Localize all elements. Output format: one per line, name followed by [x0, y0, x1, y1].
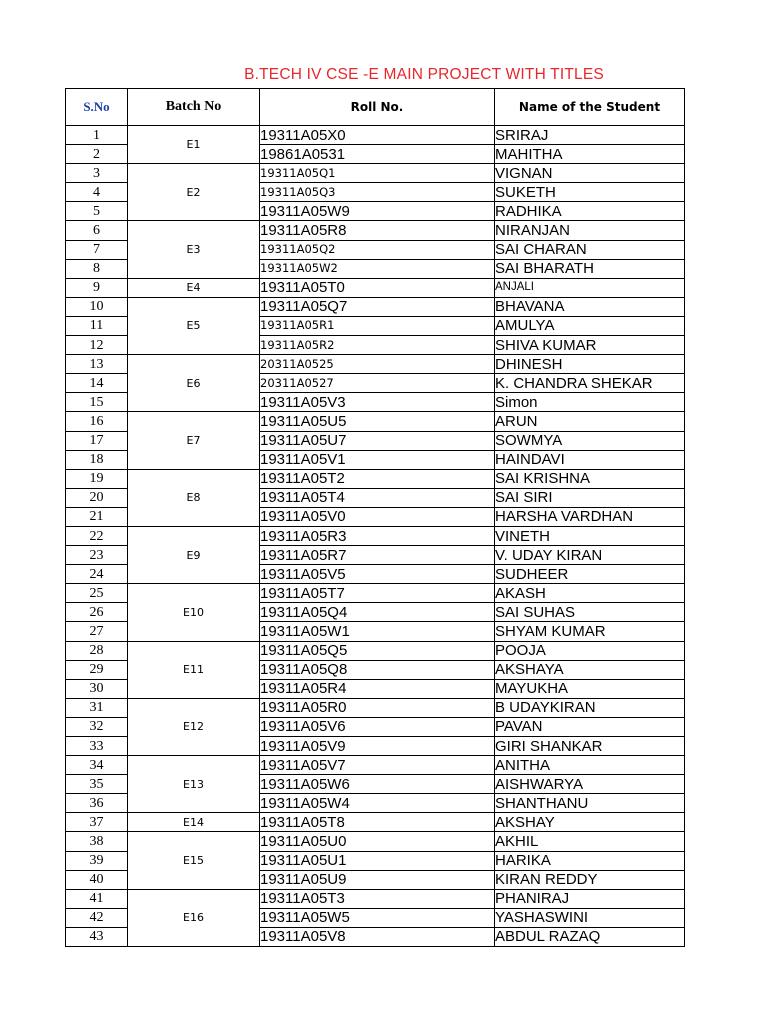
roll-number-cell: 19311A05R7	[260, 546, 495, 565]
roll-number-cell: 19311A05Q5	[260, 641, 495, 660]
roll-number-cell: 19311A05T0	[260, 278, 495, 297]
sno-cell: 24	[66, 565, 128, 584]
sno-cell: 18	[66, 450, 128, 469]
sno-cell: 25	[66, 584, 128, 603]
roll-number-cell: 19311A05Q8	[260, 660, 495, 679]
roll-number-cell: 19311A05U7	[260, 431, 495, 450]
roll-number-cell: 19311A05T7	[260, 584, 495, 603]
sno-cell: 14	[66, 374, 128, 393]
sno-cell: 33	[66, 737, 128, 756]
batch-cell: E4	[128, 278, 260, 297]
student-name-cell: AMULYA	[495, 316, 685, 335]
batch-cell: E5	[128, 297, 260, 354]
sno-cell: 16	[66, 412, 128, 431]
table-row	[66, 126, 685, 145]
sno-cell: 8	[66, 259, 128, 278]
table-row	[66, 813, 685, 832]
sno-cell: 28	[66, 641, 128, 660]
student-name-cell: SAI KRISHNA	[495, 469, 685, 488]
batch-cell: E12	[128, 698, 260, 755]
student-table	[65, 88, 685, 947]
batch-cell: E7	[128, 412, 260, 469]
student-name-cell: SUDHEER	[495, 565, 685, 584]
sno-cell: 42	[66, 908, 128, 927]
roll-number-cell: 19311A05R4	[260, 679, 495, 698]
roll-number-cell: 19311A05T8	[260, 813, 495, 832]
table-row	[66, 278, 685, 297]
student-name-cell: SHANTHANU	[495, 794, 685, 813]
roll-number-cell: 19311A05W1	[260, 622, 495, 641]
batch-cell: E13	[128, 756, 260, 813]
table-row	[66, 221, 685, 240]
sno-cell: 12	[66, 336, 128, 355]
roll-number-cell: 19311A05Q1	[260, 164, 495, 183]
sno-cell: 30	[66, 679, 128, 698]
sno-cell: 37	[66, 813, 128, 832]
student-name-cell: AKASH	[495, 584, 685, 603]
batch-cell: E1	[128, 126, 260, 164]
roll-number-cell: 19311A05W6	[260, 775, 495, 794]
student-name-cell: SUKETH	[495, 183, 685, 202]
roll-number-cell: 19311A05R2	[260, 336, 495, 355]
student-name-cell: SHIVA KUMAR	[495, 336, 685, 355]
batch-cell: E3	[128, 221, 260, 278]
sno-cell: 22	[66, 526, 128, 545]
table-header	[66, 89, 685, 126]
student-name-cell: ANJALI	[495, 278, 685, 297]
roll-number-cell: 19311A05W5	[260, 908, 495, 927]
sno-cell: 19	[66, 469, 128, 488]
roll-number-cell: 19311A05U0	[260, 832, 495, 851]
student-name-cell: ANITHA	[495, 756, 685, 775]
table-body	[66, 126, 685, 947]
batch-cell: E2	[128, 164, 260, 221]
table-row	[66, 641, 685, 660]
student-name-cell: NIRANJAN	[495, 221, 685, 240]
student-name-cell: SOWMYA	[495, 431, 685, 450]
sno-cell: 39	[66, 851, 128, 870]
roll-number-cell: 19311A05R0	[260, 698, 495, 717]
roll-number-cell: 19311A05X0	[260, 126, 495, 145]
sno-cell: 29	[66, 660, 128, 679]
roll-number-cell: 19311A05U5	[260, 412, 495, 431]
student-name-cell: HAINDAVI	[495, 450, 685, 469]
student-name-cell: AKSHAY	[495, 813, 685, 832]
roll-number-cell: 19861A0531	[260, 145, 495, 164]
student-name-cell: GIRI SHANKAR	[495, 737, 685, 756]
sno-cell: 26	[66, 603, 128, 622]
sno-cell: 32	[66, 717, 128, 736]
student-name-cell: VINETH	[495, 526, 685, 545]
student-name-cell: V. UDAY KIRAN	[495, 546, 685, 565]
header-roll: Roll No.	[260, 89, 495, 126]
roll-number-cell: 19311A05V5	[260, 565, 495, 584]
student-name-cell: BHAVANA	[495, 297, 685, 316]
roll-number-cell: 19311A05R8	[260, 221, 495, 240]
student-name-cell: SAI SIRI	[495, 488, 685, 507]
batch-cell: E6	[128, 355, 260, 412]
roll-number-cell: 20311A0525	[260, 355, 495, 374]
batch-cell: E16	[128, 889, 260, 946]
sno-cell: 17	[66, 431, 128, 450]
student-name-cell: ARUN	[495, 412, 685, 431]
student-name-cell: HARIKA	[495, 851, 685, 870]
roll-number-cell: 19311A05U1	[260, 851, 495, 870]
roll-number-cell: 19311A05V1	[260, 450, 495, 469]
student-name-cell: KIRAN REDDY	[495, 870, 685, 889]
student-name-cell: POOJA	[495, 641, 685, 660]
sno-cell: 7	[66, 240, 128, 259]
roll-number-cell: 19311A05W9	[260, 202, 495, 221]
student-name-cell: RADHIKA	[495, 202, 685, 221]
sno-cell: 11	[66, 316, 128, 335]
roll-number-cell: 19311A05Q7	[260, 297, 495, 316]
roll-number-cell: 19311A05V8	[260, 927, 495, 946]
table-row	[66, 469, 685, 488]
table-row	[66, 698, 685, 717]
roll-number-cell: 19311A05T3	[260, 889, 495, 908]
roll-number-cell: 19311A05R1	[260, 316, 495, 335]
sno-cell: 41	[66, 889, 128, 908]
batch-cell: E8	[128, 469, 260, 526]
roll-number-cell: 19311A05V9	[260, 737, 495, 756]
sno-cell: 21	[66, 507, 128, 526]
sno-cell: 13	[66, 355, 128, 374]
student-name-cell: MAHITHA	[495, 145, 685, 164]
roll-number-cell: 19311A05V6	[260, 717, 495, 736]
batch-cell: E11	[128, 641, 260, 698]
document-title: B.TECH IV CSE -E MAIN PROJECT WITH TITLES	[244, 66, 604, 83]
student-name-cell: AISHWARYA	[495, 775, 685, 794]
table-row	[66, 584, 685, 603]
roll-number-cell: 19311A05Q2	[260, 240, 495, 259]
table-row	[66, 297, 685, 316]
header-sno: S.No	[66, 89, 128, 126]
sno-cell: 31	[66, 698, 128, 717]
sno-cell: 10	[66, 297, 128, 316]
table-row	[66, 832, 685, 851]
sno-cell: 35	[66, 775, 128, 794]
student-name-cell: MAYUKHA	[495, 679, 685, 698]
student-name-cell: PAVAN	[495, 717, 685, 736]
sno-cell: 38	[66, 832, 128, 851]
table-row	[66, 412, 685, 431]
sno-cell: 4	[66, 183, 128, 202]
student-name-cell: SRIRAJ	[495, 126, 685, 145]
student-name-cell: Simon	[495, 393, 685, 412]
table-row	[66, 355, 685, 374]
student-name-cell: SAI CHARAN	[495, 240, 685, 259]
table-row	[66, 756, 685, 775]
table-row	[66, 889, 685, 908]
sno-cell: 15	[66, 393, 128, 412]
student-name-cell: YASHASWINI	[495, 908, 685, 927]
batch-cell: E15	[128, 832, 260, 889]
sno-cell: 1	[66, 126, 128, 145]
sno-cell: 3	[66, 164, 128, 183]
student-name-cell: HARSHA VARDHAN	[495, 507, 685, 526]
student-name-cell: SAI SUHAS	[495, 603, 685, 622]
sno-cell: 23	[66, 546, 128, 565]
student-name-cell: SAI BHARATH	[495, 259, 685, 278]
sno-cell: 9	[66, 278, 128, 297]
sno-cell: 5	[66, 202, 128, 221]
roll-number-cell: 19311A05Q3	[260, 183, 495, 202]
student-name-cell: ABDUL RAZAQ	[495, 927, 685, 946]
sno-cell: 20	[66, 488, 128, 507]
roll-number-cell: 19311A05R3	[260, 526, 495, 545]
roll-number-cell: 19311A05Q4	[260, 603, 495, 622]
batch-cell: E9	[128, 526, 260, 583]
roll-number-cell: 19311A05W2	[260, 259, 495, 278]
header-row	[66, 89, 685, 126]
sno-cell: 34	[66, 756, 128, 775]
roll-number-cell: 19311A05U9	[260, 870, 495, 889]
student-name-cell: SHYAM KUMAR	[495, 622, 685, 641]
sno-cell: 43	[66, 927, 128, 946]
sno-cell: 36	[66, 794, 128, 813]
roll-number-cell: 19311A05T4	[260, 488, 495, 507]
roll-number-cell: 19311A05V7	[260, 756, 495, 775]
student-name-cell: PHANIRAJ	[495, 889, 685, 908]
student-name-cell: VIGNAN	[495, 164, 685, 183]
table-row	[66, 526, 685, 545]
sno-cell: 2	[66, 145, 128, 164]
batch-cell: E14	[128, 813, 260, 832]
student-name-cell: B UDAYKIRAN	[495, 698, 685, 717]
roll-number-cell: 19311A05V0	[260, 507, 495, 526]
student-name-cell: AKHIL	[495, 832, 685, 851]
sno-cell: 6	[66, 221, 128, 240]
roll-number-cell: 19311A05T2	[260, 469, 495, 488]
roll-number-cell: 19311A05V3	[260, 393, 495, 412]
header-batch: Batch No	[128, 89, 260, 126]
sno-cell: 40	[66, 870, 128, 889]
roll-number-cell: 20311A0527	[260, 374, 495, 393]
student-name-cell: AKSHAYA	[495, 660, 685, 679]
student-name-cell: DHINESH	[495, 355, 685, 374]
header-name: Name of the Student	[495, 89, 685, 126]
roll-number-cell: 19311A05W4	[260, 794, 495, 813]
table-row	[66, 164, 685, 183]
student-name-cell: K. CHANDRA SHEKAR	[495, 374, 685, 393]
batch-cell: E10	[128, 584, 260, 641]
sno-cell: 27	[66, 622, 128, 641]
